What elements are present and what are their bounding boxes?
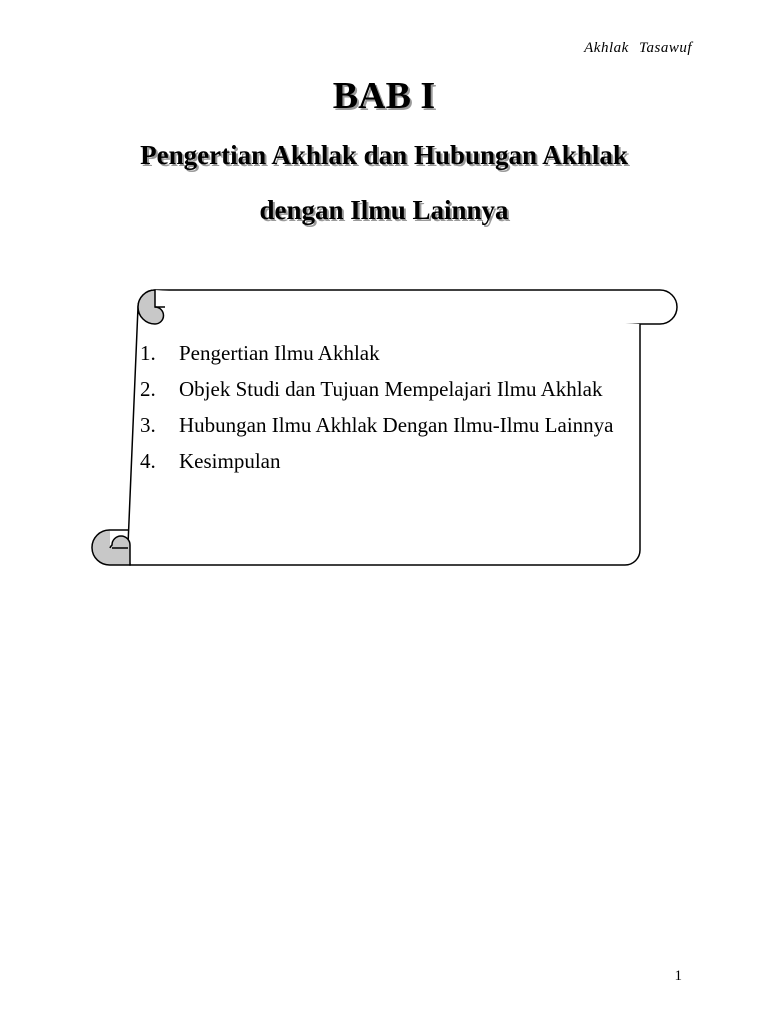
contents-item-number: 4. xyxy=(140,449,156,473)
running-header: Akhlak Tasawuf xyxy=(584,40,692,56)
contents-item-text: Objek Studi dan Tujuan Mempelajari Ilmu Akhlak xyxy=(179,377,603,401)
contents-item-text: Hubungan Ilmu Akhlak Dengan Ilmu-Ilmu Lainnya xyxy=(179,413,614,437)
contents-item-number: 2. xyxy=(140,377,156,401)
contents-list xyxy=(140,340,625,484)
contents-item xyxy=(140,340,625,367)
contents-item-text: Kesimpulan xyxy=(179,449,281,473)
contents-item-number: 3. xyxy=(140,413,156,437)
contents-item-text: Pengertian Ilmu Akhlak xyxy=(179,341,380,365)
contents-item-number: 1. xyxy=(140,341,156,365)
contents-item xyxy=(140,448,625,475)
chapter-title-line-2: dengan Ilmu Lainnya xyxy=(259,195,509,225)
contents-item xyxy=(140,412,625,439)
chapter-label: BAB I xyxy=(332,75,436,117)
chapter-title-line-1: Pengertian Akhlak dan Hubungan Akhlak xyxy=(140,140,628,170)
contents-item xyxy=(140,376,625,403)
page-number: 1 xyxy=(674,968,682,984)
